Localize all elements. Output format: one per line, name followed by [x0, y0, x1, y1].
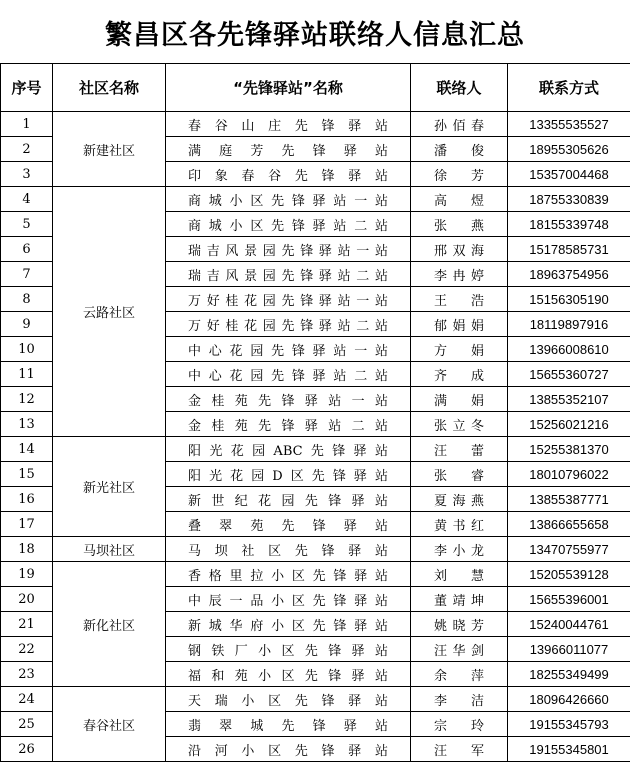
- station-cell: [166, 612, 411, 637]
- contact-cell: [411, 587, 508, 612]
- row-index: 6: [1, 237, 53, 262]
- row-index: 25: [1, 712, 53, 737]
- contact-name: 徐芳: [434, 165, 484, 184]
- station-cell: [166, 312, 411, 337]
- row-index: 23: [1, 662, 53, 687]
- community-name: 马坝社区: [53, 537, 166, 562]
- station-name: 钢铁厂小区先锋驿站: [188, 640, 388, 659]
- contact-cell: [411, 387, 508, 412]
- contact-cell: [411, 612, 508, 637]
- station-cell: [166, 662, 411, 687]
- phone-number: 15240044761: [508, 612, 630, 637]
- station-name: 中心花园先锋驿站二站: [188, 365, 388, 384]
- contact-name: 汪军: [434, 740, 484, 759]
- station-cell: [166, 212, 411, 237]
- phone-number: 15655360727: [508, 362, 630, 387]
- station-cell: [166, 412, 411, 437]
- station-cell: [166, 737, 411, 762]
- contact-cell: [411, 187, 508, 212]
- contact-cell: [411, 112, 508, 137]
- station-name: 阳光花园ABC先锋驿站: [188, 440, 388, 459]
- row-index: 15: [1, 462, 53, 487]
- table-row: [1, 112, 630, 137]
- contact-cell: [411, 362, 508, 387]
- contact-name: 李冉婷: [434, 265, 484, 284]
- phone-number: 15178585731: [508, 237, 630, 262]
- table-row: [1, 687, 630, 712]
- row-index: 11: [1, 362, 53, 387]
- contact-name: 余萍: [434, 665, 484, 684]
- contact-name: 李小龙: [434, 540, 484, 559]
- phone-number: 13866655658: [508, 512, 630, 537]
- contact-name: 汪华剑: [434, 640, 484, 659]
- station-name: 满庭芳先锋驿站: [188, 140, 388, 159]
- phone-number: 15255381370: [508, 437, 630, 462]
- station-cell: [166, 562, 411, 587]
- contact-cell: [411, 512, 508, 537]
- station-cell: [166, 162, 411, 187]
- station-name: 沿河小区先锋驿站: [188, 740, 388, 759]
- phone-number: 13966011077: [508, 637, 630, 662]
- row-index: 3: [1, 162, 53, 187]
- row-index: 17: [1, 512, 53, 537]
- contact-cell: [411, 662, 508, 687]
- phone-number: 15205539128: [508, 562, 630, 587]
- phone-number: 15655396001: [508, 587, 630, 612]
- row-index: 1: [1, 112, 53, 137]
- community-name: 春谷社区: [53, 687, 166, 762]
- station-name: 金桂苑先锋驿站二站: [188, 415, 388, 434]
- contact-table: [0, 63, 630, 762]
- station-cell: [166, 587, 411, 612]
- row-index: 14: [1, 437, 53, 462]
- contact-cell: [411, 637, 508, 662]
- contact-name: 张立冬: [434, 415, 484, 434]
- phone-number: 18119897916: [508, 312, 630, 337]
- station-name: 万好桂花园先锋驿站二站: [188, 315, 388, 334]
- header-contact: 联络人: [411, 64, 508, 112]
- station-cell: [166, 287, 411, 312]
- table-body: [1, 112, 630, 762]
- station-cell: [166, 387, 411, 412]
- phone-number: 18255349499: [508, 662, 630, 687]
- phone-number: 18155339748: [508, 212, 630, 237]
- station-name: 福和苑小区先锋驿站: [188, 665, 388, 684]
- station-cell: [166, 237, 411, 262]
- row-index: 20: [1, 587, 53, 612]
- contact-name: 邢双海: [434, 240, 484, 259]
- contact-name: 满娟: [434, 390, 484, 409]
- row-index: 10: [1, 337, 53, 362]
- contact-cell: [411, 212, 508, 237]
- contact-name: 郁娟娟: [434, 315, 484, 334]
- station-cell: [166, 262, 411, 287]
- station-name: 春谷山庄先锋驿站: [188, 115, 388, 134]
- contact-cell: [411, 312, 508, 337]
- contact-name: 夏海燕: [434, 490, 484, 509]
- contact-name: 李洁: [434, 690, 484, 709]
- table-row: [1, 537, 630, 562]
- contact-cell: [411, 687, 508, 712]
- header-community: 社区名称: [53, 64, 166, 112]
- station-cell: [166, 712, 411, 737]
- station-name: 新世纪花园先锋驿站: [188, 490, 388, 509]
- contact-name: 潘俊: [434, 140, 484, 159]
- row-index: 7: [1, 262, 53, 287]
- station-name: 叠翠苑先锋驿站: [188, 515, 388, 534]
- contact-name: 董靖坤: [434, 590, 484, 609]
- row-index: 13: [1, 412, 53, 437]
- station-cell: [166, 112, 411, 137]
- row-index: 4: [1, 187, 53, 212]
- phone-number: 18955305626: [508, 137, 630, 162]
- row-index: 8: [1, 287, 53, 312]
- station-cell: [166, 137, 411, 162]
- station-cell: [166, 362, 411, 387]
- station-cell: [166, 537, 411, 562]
- phone-number: 18755330839: [508, 187, 630, 212]
- header-phone: 联系方式: [508, 64, 630, 112]
- station-cell: [166, 512, 411, 537]
- phone-number: 15156305190: [508, 287, 630, 312]
- row-index: 18: [1, 537, 53, 562]
- community-name: 新光社区: [53, 437, 166, 537]
- station-name: 天瑞小区先锋驿站: [188, 690, 388, 709]
- contact-cell: [411, 462, 508, 487]
- row-index: 22: [1, 637, 53, 662]
- page-title: 繁昌区各先锋驿站联络人信息汇总: [0, 0, 630, 64]
- row-index: 19: [1, 562, 53, 587]
- station-cell: [166, 687, 411, 712]
- phone-number: 15256021216: [508, 412, 630, 437]
- community-name: 新化社区: [53, 562, 166, 687]
- station-name: 商城小区先锋驿站一站: [188, 190, 388, 209]
- station-cell: [166, 187, 411, 212]
- row-index: 24: [1, 687, 53, 712]
- phone-number: 18963754956: [508, 262, 630, 287]
- row-index: 12: [1, 387, 53, 412]
- contact-cell: [411, 487, 508, 512]
- row-index: 5: [1, 212, 53, 237]
- station-name: 瑞吉风景园先锋驿站二站: [188, 265, 388, 284]
- station-cell: [166, 462, 411, 487]
- phone-number: 13470755977: [508, 537, 630, 562]
- contact-cell: [411, 137, 508, 162]
- contact-cell: [411, 262, 508, 287]
- contact-cell: [411, 737, 508, 762]
- phone-number: 13855387771: [508, 487, 630, 512]
- contact-name: 宗玲: [434, 715, 484, 734]
- station-name: 印象春谷先锋驿站: [188, 165, 388, 184]
- phone-number: 19155345801: [508, 737, 630, 762]
- contact-name: 张睿: [434, 465, 484, 484]
- phone-number: 13355535527: [508, 112, 630, 137]
- table-row: [1, 437, 630, 462]
- header-station: “先锋驿站”名称: [166, 64, 411, 112]
- station-name: 商城小区先锋驿站二站: [188, 215, 388, 234]
- contact-name: 方娟: [434, 340, 484, 359]
- station-name: 阳光花园D区先锋驿站: [188, 465, 388, 484]
- contact-cell: [411, 537, 508, 562]
- row-index: 2: [1, 137, 53, 162]
- station-cell: [166, 337, 411, 362]
- row-index: 21: [1, 612, 53, 637]
- station-name: 翡翠城先锋驿站: [188, 715, 388, 734]
- station-name: 万好桂花园先锋驿站一站: [188, 290, 388, 309]
- station-name: 香格里拉小区先锋驿站: [188, 565, 388, 584]
- contact-cell: [411, 412, 508, 437]
- contact-name: 孙佰春: [434, 115, 484, 134]
- row-index: 16: [1, 487, 53, 512]
- contact-name: 汪蕾: [434, 440, 484, 459]
- contact-cell: [411, 162, 508, 187]
- contact-cell: [411, 437, 508, 462]
- contact-cell: [411, 287, 508, 312]
- header-index: 序号: [1, 64, 53, 112]
- phone-number: 13966008610: [508, 337, 630, 362]
- station-name: 金桂苑先锋驿站一站: [188, 390, 388, 409]
- contact-cell: [411, 712, 508, 737]
- row-index: 26: [1, 737, 53, 762]
- community-name: 云路社区: [53, 187, 166, 437]
- phone-number: 18010796022: [508, 462, 630, 487]
- station-cell: [166, 637, 411, 662]
- contact-cell: [411, 562, 508, 587]
- phone-number: 15357004468: [508, 162, 630, 187]
- contact-name: 王浩: [434, 290, 484, 309]
- contact-cell: [411, 237, 508, 262]
- phone-number: 13855352107: [508, 387, 630, 412]
- contact-name: 高煜: [434, 190, 484, 209]
- table-row: [1, 562, 630, 587]
- station-name: 新城华府小区先锋驿站: [188, 615, 388, 634]
- row-index: 9: [1, 312, 53, 337]
- contact-name: 姚晓芳: [434, 615, 484, 634]
- phone-number: 18096426660: [508, 687, 630, 712]
- table-row: [1, 187, 630, 212]
- community-name: 新建社区: [53, 112, 166, 187]
- contact-name: 张燕: [434, 215, 484, 234]
- station-name: 中心花园先锋驿站一站: [188, 340, 388, 359]
- table-header-row: [1, 64, 630, 112]
- station-name: 马坝社区先锋驿站: [188, 540, 388, 559]
- station-cell: [166, 487, 411, 512]
- station-cell: [166, 437, 411, 462]
- contact-cell: [411, 337, 508, 362]
- contact-name: 黄书红: [434, 515, 484, 534]
- contact-name: 齐成: [434, 365, 484, 384]
- station-name: 瑞吉风景园先锋驿站一站: [188, 240, 388, 259]
- contact-name: 刘慧: [434, 565, 484, 584]
- station-name: 中辰一品小区先锋驿站: [188, 590, 388, 609]
- phone-number: 19155345793: [508, 712, 630, 737]
